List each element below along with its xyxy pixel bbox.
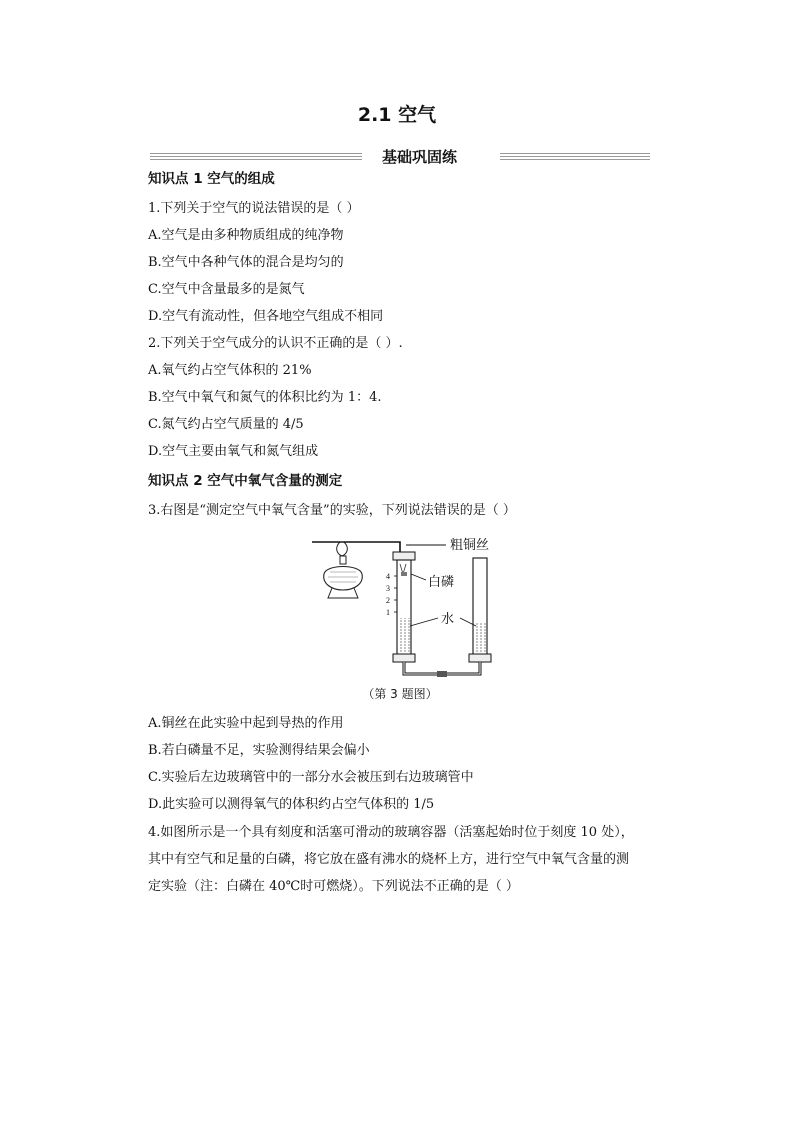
section-divider-right (500, 153, 650, 161)
apparatus-diagram (300, 530, 500, 705)
page-title: 2.1 空气 (357, 104, 437, 126)
question-3-option-b: B.若白磷量不足，实验测得结果会偏小 (148, 743, 370, 758)
question-3-option-d: D.此实验可以测得氧气的体积约占空气体积的 1/5 (148, 797, 435, 812)
question-4-line-1: 4.如图所示是一个具有刻度和活塞可滑动的玻璃容器（活塞起始时位于刻度 10 处）， (148, 825, 634, 840)
scale-mark-4: 4 (386, 572, 390, 581)
figure-caption: （第 3 题图） (362, 687, 438, 701)
knowledge-point-2-heading: 知识点 2 空气中氧气含量的测定 (148, 473, 343, 489)
question-4-line-3: 定实验（注：白磷在 40℃时可燃烧）。下列说法不正确的是（ ） (148, 879, 519, 894)
question-1-option-a: A.空气是由多种物质组成的纯净物 (148, 228, 344, 243)
section-divider-left (150, 153, 362, 161)
knowledge-point-1-heading: 知识点 1 空气的组成 (148, 171, 275, 187)
label-water: 水 (441, 612, 455, 627)
section-title: 基础巩固练 (382, 148, 458, 166)
question-2-option-b: B.空气中氧气和氮气的体积比约为 1：4. (148, 390, 382, 405)
scale-mark-1: 1 (386, 608, 390, 617)
question-2-option-c: C.氮气约占空气质量的 4/5 (148, 417, 304, 432)
right-glass-tube (469, 558, 491, 662)
label-copper-wire: 粗铜丝 (450, 538, 490, 553)
section-header (150, 146, 650, 168)
alcohol-lamp-icon (324, 542, 363, 598)
tube-scale (386, 572, 397, 617)
question-4-line-2: 其中有空气和足量的白磷，将它放在盛有沸水的烧杯上方，进行空气中氧气含量的测 (148, 852, 630, 867)
left-glass-tube (393, 552, 415, 662)
question-2-option-d: D.空气主要由氧气和氮气组成 (148, 444, 319, 459)
question-3-option-a: A.铜丝在此实验中起到导热的作用 (148, 716, 344, 731)
question-1-option-c: C.空气中含量最多的是氮气 (148, 282, 305, 297)
question-1-stem: 1.下列关于空气的说法错误的是（ ） (148, 201, 360, 216)
experiment-figure (300, 530, 500, 705)
scale-mark-3: 3 (386, 584, 390, 593)
question-1-option-d: D.空气有流动性，但各地空气组成不相同 (148, 309, 384, 324)
copper-wire (312, 542, 400, 552)
scale-mark-2: 2 (386, 596, 390, 605)
question-2-stem: 2.下列关于空气成分的认识不正确的是（ ）. (148, 336, 403, 351)
question-1-option-b: B.空气中各种气体的混合是均匀的 (148, 255, 344, 270)
question-3-option-c: C.实验后左边玻璃管中的一部分水会被压到右边玻璃管中 (148, 770, 474, 785)
question-3-stem: 3.右图是“测定空气中氧气含量”的实验，下列说法错误的是（ ） (148, 503, 516, 518)
label-white-phosphorus: 白磷 (428, 575, 455, 590)
question-2-option-a: A.氧气约占空气体积的 21% (148, 363, 312, 378)
